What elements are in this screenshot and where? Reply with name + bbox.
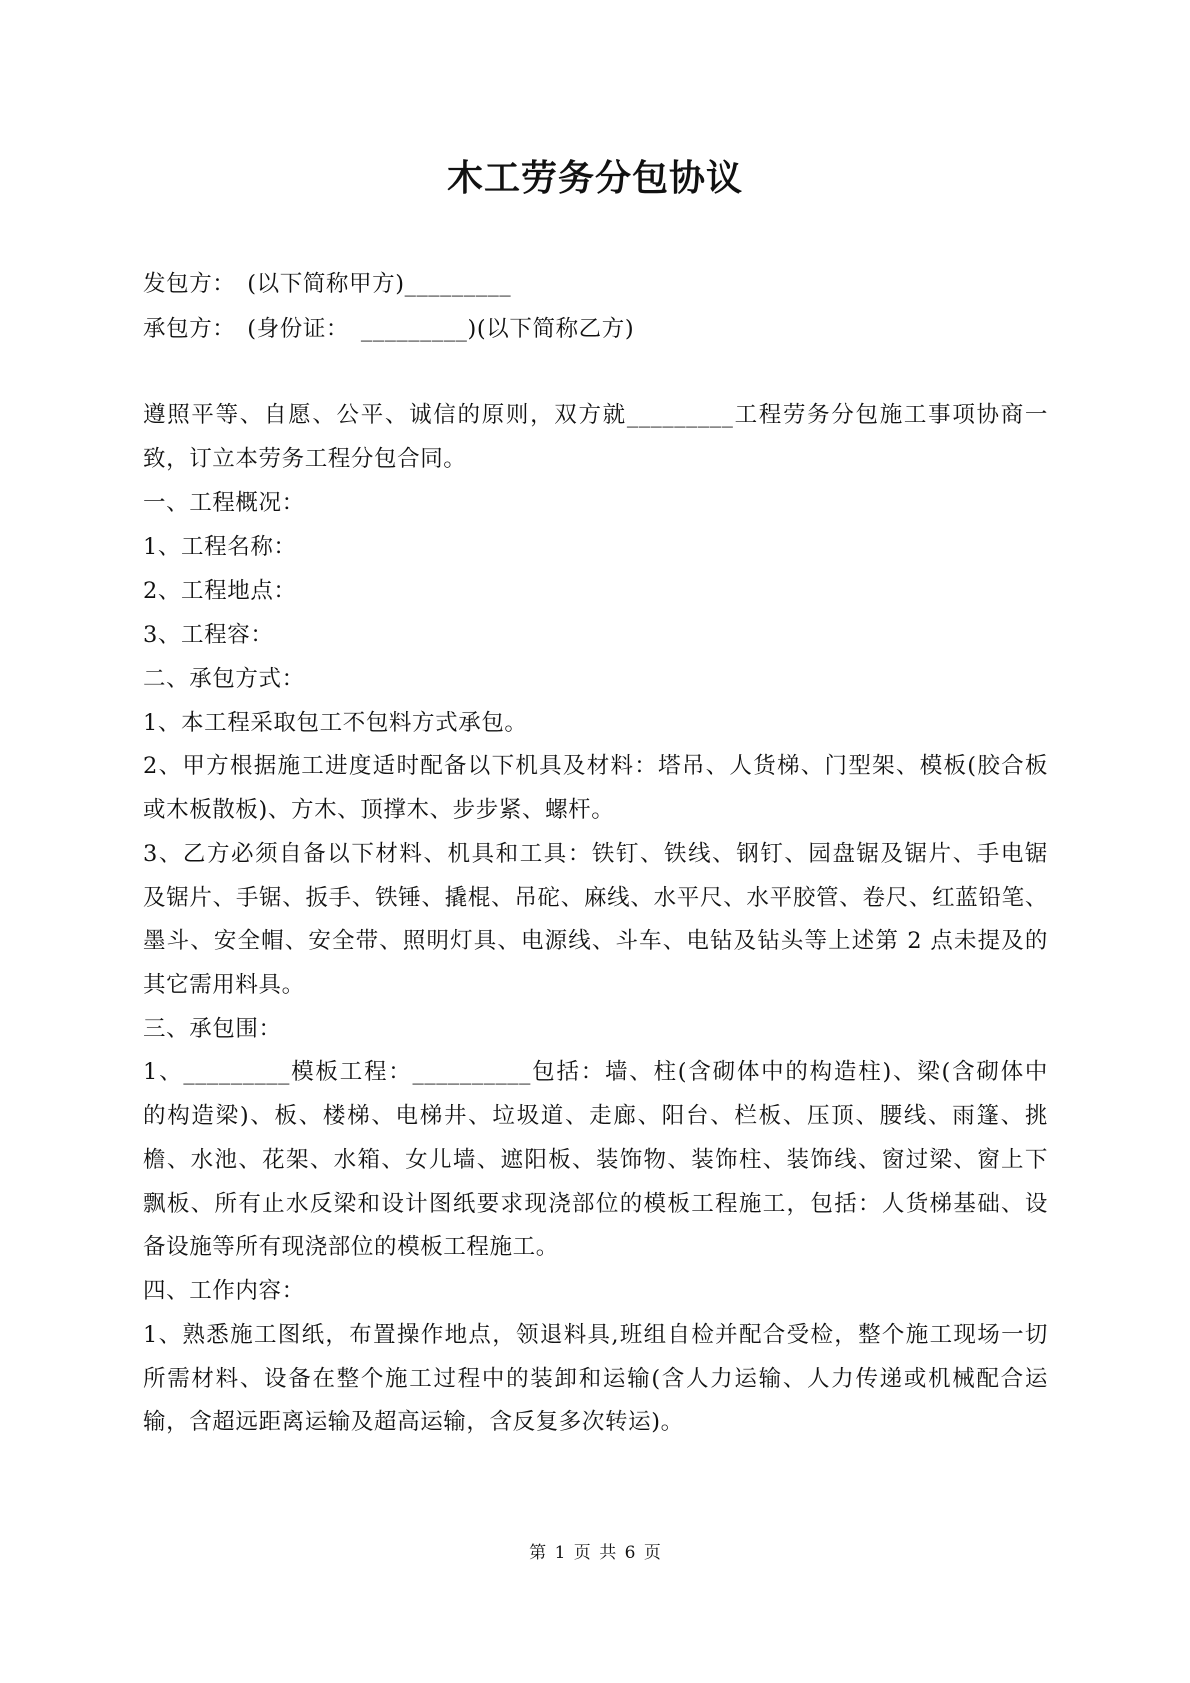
preamble-line: 致，订立本劳务工程分包合同。 xyxy=(143,446,467,472)
clause-line: 2、工程地点： xyxy=(143,578,297,604)
section-heading: 三、承包围： xyxy=(143,1016,282,1042)
clause-line: 的构造梁)、板、楼梯、电梯井、垃圾道、走廊、阳台、栏板、压顶、腰线、雨篷、挑 xyxy=(143,1103,1048,1129)
clause-line: 1、_________模板工程：__________包括：墙、柱(含砌体中的构造柱)、梁(含砌体中 xyxy=(143,1059,1048,1085)
clause-line: 1、熟悉施工图纸，布置操作地点，领退料具,班组自检并配合受检，整个施工现场一切 xyxy=(143,1322,1048,1348)
clause-line: 备设施等所有现浇部位的模板工程施工。 xyxy=(143,1234,559,1260)
clause-line: 及锯片、手锯、扳手、铁锤、撬棍、吊砣、麻线、水平尺、水平胶管、卷尺、红蓝铅笔、 xyxy=(143,885,1048,911)
clause-line: 3、工程容： xyxy=(143,622,274,648)
clause-line: 飘板、所有止水反梁和设计图纸要求现浇部位的模板工程施工，包括：人货梯基础、设 xyxy=(143,1191,1048,1217)
clause-line: 输，含超远距离运输及超高运输，含反复多次转运)。 xyxy=(143,1409,684,1435)
clause-line: 其它需用料具。 xyxy=(143,972,305,998)
clause-line: 所需材料、设备在整个施工过程中的装卸和运输(含人力运输、人力传递或机械配合运 xyxy=(143,1366,1048,1392)
clause-line: 1、工程名称： xyxy=(143,534,297,560)
clause-line: 1、本工程采取包工不包料方式承包。 xyxy=(143,710,528,736)
section-heading: 四、工作内容： xyxy=(143,1278,305,1304)
clause-line: 檐、水池、花架、水箱、女儿墙、遮阳板、装饰物、装饰柱、装饰线、窗过梁、窗上下 xyxy=(143,1147,1048,1173)
preamble-line: 遵照平等、自愿、公平、诚信的原则，双方就_________工程劳务分包施工事项协商一 xyxy=(143,402,1048,428)
clause-line: 3、乙方必须自备以下材料、机具和工具：铁钉、铁线、钢钉、园盘锯及锯片、手电锯 xyxy=(143,841,1048,867)
section-heading: 一、工程概况： xyxy=(143,490,305,516)
party-a-line: 发包方： (以下简称甲方)_________ xyxy=(143,271,512,297)
section-heading: 二、承包方式： xyxy=(143,666,305,692)
page-footer: 第 1 页 共 6 页 xyxy=(529,1543,661,1563)
clause-line: 或木板散板)、方木、顶撑木、步步紧、螺杆。 xyxy=(143,797,615,823)
party-b-line: 承包方： (身份证： _________)(以下简称乙方) xyxy=(143,316,635,342)
clause-line: 墨斗、安全帽、安全带、照明灯具、电源线、斗车、电钻及钻头等上述第 2 点未提及的 xyxy=(143,928,1048,954)
clause-line: 2、甲方根据施工进度适时配备以下机具及材料：塔吊、人货梯、门型架、模板(胶合板 xyxy=(143,753,1048,779)
document-title: 木工劳务分包协议 xyxy=(446,157,743,199)
